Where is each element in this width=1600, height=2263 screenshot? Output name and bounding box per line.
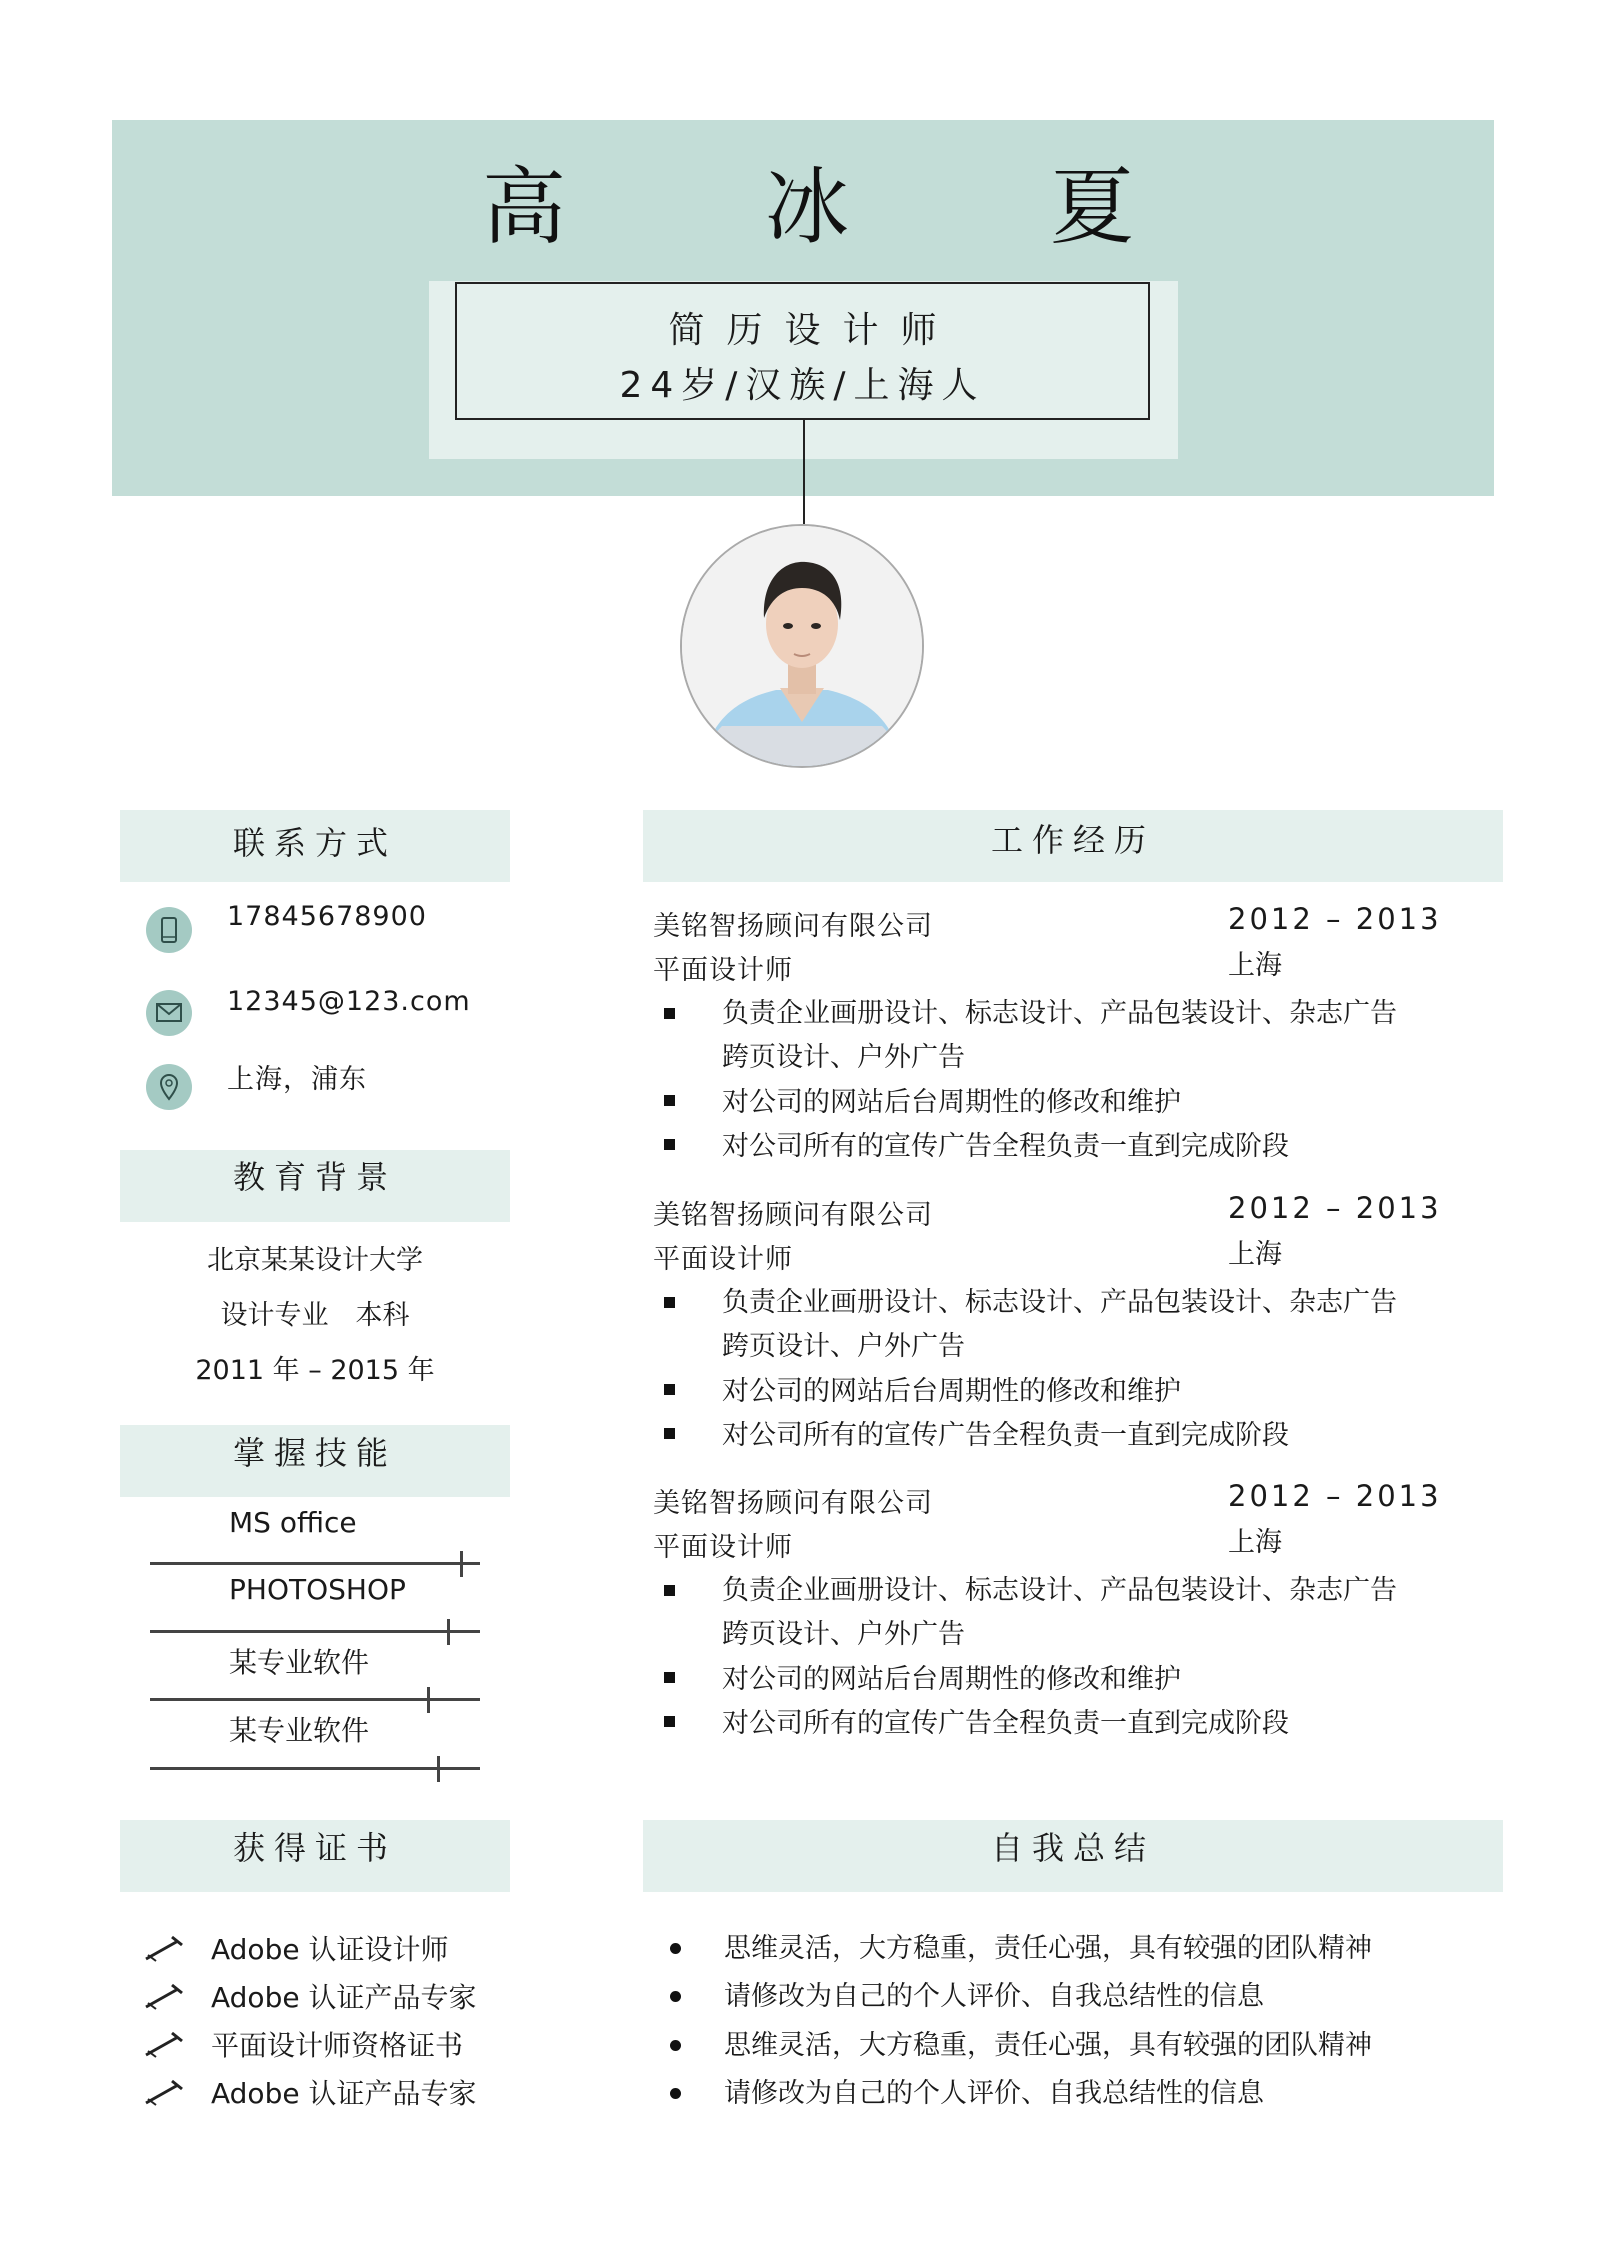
skill-name: 某专业软件: [229, 1714, 370, 1747]
work-duty: 对公司所有的宣传广告全程负责一直到完成阶段: [722, 1420, 1289, 1451]
work-date: 2012 – 2013: [1228, 902, 1442, 936]
summary-item: 请修改为自己的个人评价、自我总结性的信息: [724, 2078, 1264, 2109]
skill-name: MS office: [229, 1506, 357, 1539]
work-duty: 对公司所有的宣传广告全程负责一直到完成阶段: [722, 1708, 1289, 1739]
bullet-dot-icon: [670, 1943, 681, 1954]
skill-bar: [150, 1698, 480, 1701]
skill-level-marker: [447, 1619, 450, 1645]
portrait-photo: [682, 526, 922, 766]
name-char-1: 高: [482, 158, 567, 256]
section-header-summary: [643, 1820, 1503, 1892]
bullet-dot-icon: [670, 1991, 681, 2002]
certificate-item: Adobe 认证设计师: [211, 1933, 449, 1966]
contact-heading: 联系方式: [232, 824, 397, 862]
bullet-square-icon: [664, 1428, 675, 1439]
summary-item: 请修改为自己的个人评价、自我总结性的信息: [724, 1981, 1264, 2012]
skills-heading: 掌握技能: [232, 1434, 397, 1472]
education-period: 2011 年 – 2015 年: [195, 1355, 435, 1386]
work-duty: 对公司的网站后台周期性的修改和维护: [722, 1664, 1181, 1695]
work-role: 平面设计师: [653, 1244, 793, 1275]
avatar: [680, 524, 924, 768]
work-date: 2012 – 2013: [1228, 1479, 1442, 1513]
bullet-square-icon: [664, 1716, 675, 1727]
title-box: [455, 282, 1150, 420]
bullet-square-icon: [664, 1139, 675, 1150]
bullet-square-icon: [664, 1672, 675, 1683]
section-header-education: [120, 1150, 510, 1222]
skill-bar: [150, 1767, 480, 1770]
work-place: 上海: [1228, 950, 1282, 981]
work-date: 2012 – 2013: [1228, 1191, 1442, 1225]
summary-heading: 自我总结: [990, 1829, 1155, 1867]
name-char-3: 夏: [1050, 158, 1135, 256]
work-company: 美铭智扬顾问有限公司: [653, 1200, 933, 1231]
certificate-icon: [144, 1981, 184, 2011]
bullet-square-icon: [664, 1008, 675, 1019]
skill-name: 某专业软件: [229, 1646, 370, 1679]
work-duty: 负责企业画册设计、标志设计、产品包装设计、杂志广告跨页设计、户外广告: [722, 998, 1397, 1073]
contact-address: 上海，浦东: [227, 1064, 367, 1095]
section-header-certificates: [120, 1820, 510, 1892]
certificate-item: Adobe 认证产品专家: [211, 2077, 477, 2110]
mail-icon: [146, 990, 192, 1036]
work-duty: 负责企业画册设计、标志设计、产品包装设计、杂志广告跨页设计、户外广告: [722, 1575, 1397, 1650]
resume-name: [112, 140, 1494, 256]
education-heading: 教育背景: [232, 1158, 397, 1196]
bullet-dot-icon: [670, 2040, 681, 2051]
section-header-skills: [120, 1425, 510, 1497]
bullet-square-icon: [664, 1297, 675, 1308]
skill-level-marker: [437, 1756, 440, 1782]
skill-bar: [150, 1562, 480, 1565]
work-duty: 对公司所有的宣传广告全程负责一直到完成阶段: [722, 1131, 1289, 1162]
work-place: 上海: [1228, 1239, 1282, 1270]
work-duty: 对公司的网站后台周期性的修改和维护: [722, 1376, 1181, 1407]
work-duty: 对公司的网站后台周期性的修改和维护: [722, 1087, 1181, 1118]
certificate-item: Adobe 认证产品专家: [211, 1981, 477, 2014]
contact-phone: 17845678900: [227, 901, 427, 932]
personal-info: 24岁/汉族/上海人: [619, 365, 986, 406]
work-duty: 负责企业画册设计、标志设计、产品包装设计、杂志广告跨页设计、户外广告: [722, 1287, 1397, 1362]
work-heading: 工作经历: [990, 821, 1155, 859]
contact-email: 12345@123.com: [227, 986, 471, 1017]
summary-item: 思维灵活，大方稳重，责任心强，具有较强的团队精神: [724, 1933, 1372, 1964]
bullet-square-icon: [664, 1095, 675, 1106]
education-school: 北京某某设计大学: [207, 1245, 423, 1276]
section-header-contact: [120, 810, 510, 882]
work-role: 平面设计师: [653, 955, 793, 986]
location-icon: [146, 1064, 192, 1110]
phone-icon: [146, 907, 192, 953]
bullet-square-icon: [664, 1585, 675, 1596]
work-company: 美铭智扬顾问有限公司: [653, 1488, 933, 1519]
work-company: 美铭智扬顾问有限公司: [653, 911, 933, 942]
work-place: 上海: [1228, 1527, 1282, 1558]
summary-item: 思维灵活，大方稳重，责任心强，具有较强的团队精神: [724, 2030, 1372, 2061]
skill-level-marker: [427, 1687, 430, 1713]
certificate-icon: [144, 2029, 184, 2059]
bullet-square-icon: [664, 1384, 675, 1395]
work-role: 平面设计师: [653, 1532, 793, 1563]
bullet-dot-icon: [670, 2088, 681, 2099]
skill-level-marker: [460, 1551, 463, 1577]
certificate-icon: [144, 2077, 184, 2107]
skill-bar: [150, 1630, 480, 1633]
connector-line: [803, 420, 805, 524]
skill-name: PHOTOSHOP: [229, 1573, 406, 1606]
name-char-2: 冰: [765, 158, 850, 256]
certificate-icon: [144, 1933, 184, 1963]
certificate-item: 平面设计师资格证书: [211, 2029, 464, 2062]
section-header-work: [643, 810, 1503, 882]
education-major: 设计专业 本科: [220, 1300, 410, 1331]
certificates-heading: 获得证书: [232, 1829, 397, 1867]
job-title: 简历设计师: [668, 310, 959, 351]
